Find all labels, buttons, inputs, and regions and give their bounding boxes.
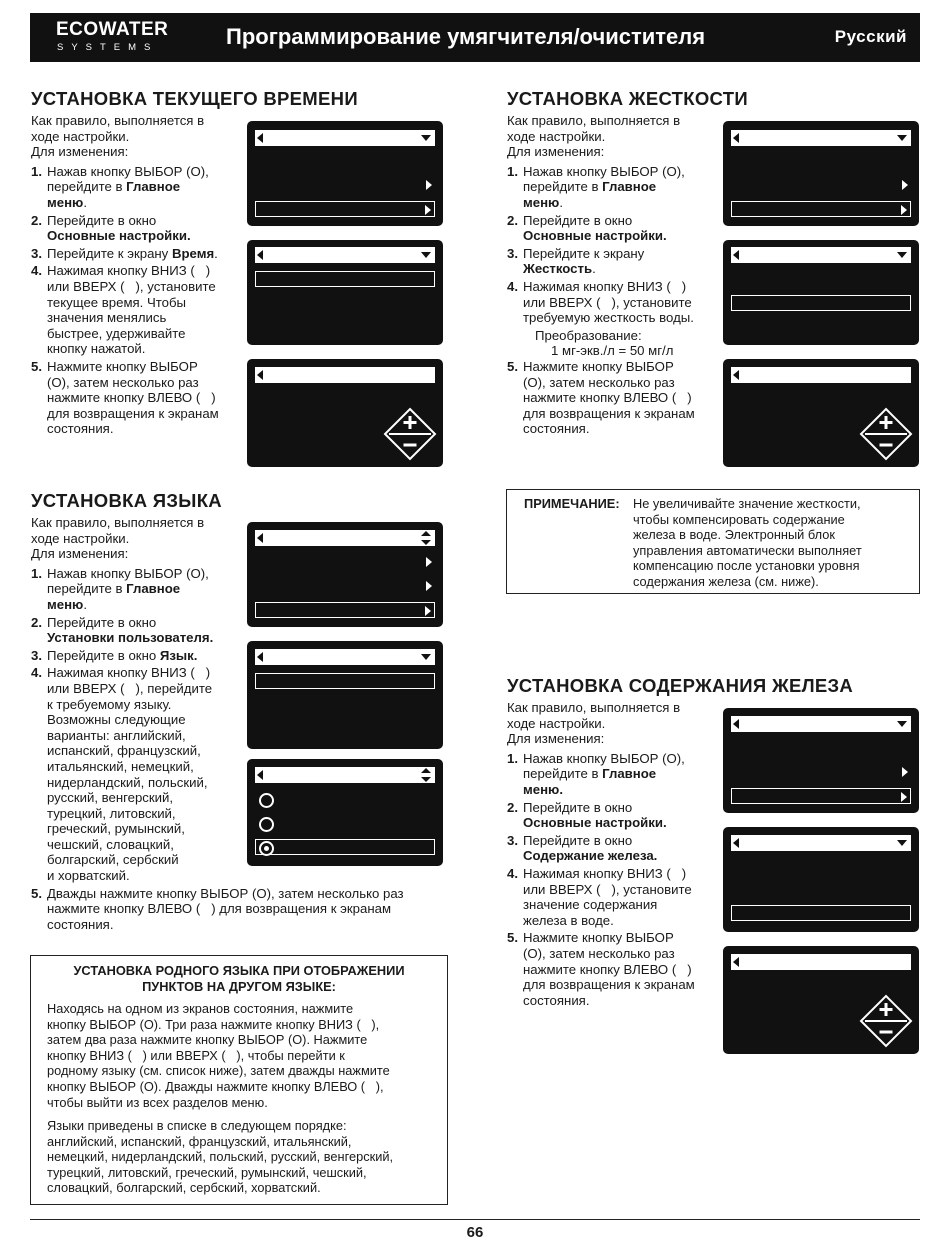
language-label: Русский	[834, 27, 907, 46]
screen-row	[255, 578, 435, 594]
down-arrow-icon	[897, 840, 907, 846]
step-number: 4.	[507, 865, 518, 881]
iron-section-title: УСТАНОВКА СОДЕРЖАНИЯ ЖЕЛЕЗА	[507, 675, 854, 696]
screen-row-highlighted	[731, 295, 911, 311]
screen-row-selected	[731, 367, 911, 383]
step-number: 1.	[507, 163, 518, 179]
right-arrow-icon	[426, 557, 432, 567]
page-header	[30, 13, 920, 62]
step-item: 2. Перейдите в окно Установки пользователя.	[31, 614, 214, 646]
language-section-title: УСТАНОВКА ЯЗЫКА	[31, 490, 222, 511]
time-section-body	[31, 113, 246, 439]
step-item: 5. Нажмите кнопку ВЫБОР (О), затем несколько раз нажмите кнопку ВЛЕВО ( ) для возвращения к экранам состояния.	[507, 358, 695, 437]
step-item: 4. Нажимая кнопку ВНИЗ ( ) или ВВЕРХ ( ), установите текущее время. Чтобы значения менялись быстрее, удерживайте кнопку нажатой.	[31, 263, 216, 357]
note-text: Не увеличивайте значение жесткости, чтобы компенсировать содержание железа в воде. Электронный блок управления автоматически выполняет компенсацию после установки уровня содержания железа (см. ниже).	[633, 496, 862, 589]
intro-text: Как правило, выполняется в ходе настройки. Для изменения:	[31, 515, 205, 562]
left-arrow-icon	[733, 370, 739, 380]
step-item: 3. Перейдите к экрану Жесткость.	[507, 245, 645, 277]
time-screen-time	[247, 359, 443, 467]
iron-section-body	[507, 700, 717, 1010]
iron-screen-basic-settings	[723, 827, 919, 932]
screen-row-selected	[255, 649, 435, 665]
iron-screen-main-menu	[723, 708, 919, 813]
hardness-screen-hardness	[723, 359, 919, 467]
right-arrow-icon	[901, 205, 907, 215]
step-number: 4.	[507, 278, 518, 294]
language-screen-main-menu	[247, 522, 443, 627]
left-arrow-icon	[257, 770, 263, 780]
down-arrow-icon	[897, 135, 907, 141]
screen-row-selected	[731, 130, 911, 146]
left-arrow-icon	[257, 652, 263, 662]
left-arrow-icon	[733, 838, 739, 848]
note-label: ПРИМЕЧАНИЕ:	[524, 496, 620, 511]
step-number: 4.	[31, 263, 42, 279]
left-arrow-icon	[257, 133, 263, 143]
left-arrow-icon	[257, 533, 263, 543]
step-item: 5. Нажмите кнопку ВЫБОР (О), затем несколько раз нажмите кнопку ВЛЕВО ( ) для возвращения к экранам состояния.	[507, 930, 695, 1008]
brand-logo-sub: SYSTEMS	[57, 42, 159, 53]
step-number: 5.	[507, 358, 518, 374]
screen-row-selected	[255, 247, 435, 263]
note-box	[506, 489, 920, 594]
intro-text: Как правило, выполняется в ходе настройки. Для изменения:	[507, 113, 681, 160]
screen-row	[255, 554, 435, 570]
screen-row-selected	[255, 130, 435, 146]
right-arrow-icon	[902, 180, 908, 190]
step-item: 5. Нажмите кнопку ВЫБОР (О), затем несколько раз нажмите кнопку ВЛЕВО ( ) для возвращения к экранам состояния.	[31, 358, 219, 437]
hardness-screen-basic-settings	[723, 240, 919, 345]
screen-row-highlighted	[255, 271, 435, 287]
left-arrow-icon	[257, 370, 263, 380]
conversion-value: 1 мг-экв./л = 50 мг/л	[551, 343, 674, 359]
step-number: 4.	[31, 665, 42, 681]
page-number: 66	[466, 1224, 484, 1241]
hardness-section-title: УСТАНОВКА ЖЕСТКОСТИ	[507, 88, 748, 109]
step-number: 3.	[31, 647, 42, 663]
plus-minus-icon	[859, 994, 913, 1048]
step-number: 5.	[31, 358, 42, 374]
step-item: 4. Нажимая кнопку ВНИЗ ( ) или ВВЕРХ ( ), перейдите к требуемому языку. Возможны следующие варианты: английский, испанский, французский, итальянский, немецкий, нидерландский, польский, русский, венгерский, турецкий, литовский, греческий, румынский, чешский, словацкий, болгарский, сербский и хорватский.	[31, 665, 213, 884]
step-number: 3.	[31, 245, 42, 261]
step-item: 1. Нажав кнопку ВЫБОР (О), перейдите в Главное меню.	[507, 163, 685, 210]
hardness-section-body	[507, 113, 717, 439]
iron-screen-iron	[723, 946, 919, 1054]
time-section-title: УСТАНОВКА ТЕКУЩЕГО ВРЕМЕНИ	[31, 88, 358, 109]
down-arrow-icon	[421, 654, 431, 660]
language-screen-user-settings	[247, 641, 443, 749]
right-arrow-icon	[426, 581, 432, 591]
step-number: 2.	[507, 799, 518, 815]
right-arrow-icon	[426, 180, 432, 190]
step-item: 3. Перейдите в окно Содержание железа.	[507, 832, 658, 864]
step-item: 3. Перейдите в окно Язык.	[31, 647, 198, 663]
left-arrow-icon	[257, 250, 263, 260]
right-arrow-icon	[425, 205, 431, 215]
native-language-box	[30, 955, 448, 1205]
radio-option-icon	[259, 793, 274, 808]
up-down-arrow-icon	[421, 531, 431, 545]
screen-row-highlighted	[731, 201, 911, 217]
down-arrow-icon	[421, 252, 431, 258]
step-item: 1. Нажав кнопку ВЫБОР (О), перейдите в Главное меню.	[507, 750, 685, 797]
time-screen-basic-settings	[247, 240, 443, 345]
down-arrow-icon	[897, 721, 907, 727]
native-box-para1: Находясь на одном из экранов состояния, нажмите кнопку ВЫБОР (О). Три раза нажмите кнопку ВНИЗ ( ), затем два раза нажмите кнопку ВЫБОР (О). Нажмите кнопку ВНИЗ ( ) или ВВЕРХ ( ), чтобы перейти к родному языку (см. список ниже), затем дважды нажмите кнопку ВЫБОР (О). Дважды нажмите кнопку ВЛЕВО ( ), чтобы выйти из всех разделов меню.	[47, 1001, 390, 1110]
brand-logo: ECOWATER	[56, 19, 169, 40]
step-number: 2.	[507, 212, 518, 228]
conversion-label: Преобразование:	[535, 327, 642, 343]
step-number: 5.	[31, 885, 42, 901]
time-screen-main-menu	[247, 121, 443, 226]
plus-minus-icon	[859, 407, 913, 461]
intro-text: Как правило, выполняется в ходе настройки. Для изменения:	[31, 113, 205, 160]
step-number: 3.	[507, 832, 518, 848]
step-number: 2.	[31, 614, 42, 630]
screen-row-selected	[255, 367, 435, 383]
radio-option-icon	[259, 817, 274, 832]
screen-row	[731, 177, 911, 193]
step-item: 2. Перейдите в окно Основные настройки.	[507, 212, 667, 244]
step-item: 4. Нажимая кнопку ВНИЗ ( ) или ВВЕРХ ( ), установите значение содержания железа в воде.	[507, 865, 692, 928]
footer-divider	[30, 1219, 920, 1220]
left-arrow-icon	[733, 133, 739, 143]
right-arrow-icon	[902, 767, 908, 777]
step-item: 2. Перейдите в окно Основные настройки.	[31, 212, 191, 244]
step-number: 3.	[507, 245, 518, 261]
step-item: 3. Перейдите к экрану Время.	[31, 245, 218, 261]
step-item: 1. Нажав кнопку ВЫБОР (О), перейдите в Главное меню.	[31, 565, 209, 612]
down-arrow-icon	[421, 135, 431, 141]
native-box-para2: Языки приведены в списке в следующем порядке: английский, испанский, французский, итальянский, немецкий, нидерландский, польский, русский, венгерский, турецкий, литовский, греческий, румынский, чешский, словацкий, болгарский, сербский, хорватский.	[47, 1118, 394, 1196]
screen-row-selected	[255, 530, 435, 546]
screen-row	[255, 177, 435, 193]
up-down-arrow-icon	[421, 768, 431, 782]
screen-row-highlighted	[255, 673, 435, 689]
down-arrow-icon	[897, 252, 907, 258]
page-title: Программирование умягчителя/очистителя	[226, 24, 706, 49]
screen-row-highlighted	[731, 788, 911, 804]
hardness-screen-main-menu	[723, 121, 919, 226]
screen-row-selected	[731, 954, 911, 970]
screen-row-selected	[731, 247, 911, 263]
screen-row	[731, 764, 911, 780]
screen-row-selected	[255, 767, 435, 783]
screen-row-selected	[731, 835, 911, 851]
screen-row-highlighted	[731, 905, 911, 921]
left-arrow-icon	[733, 250, 739, 260]
left-arrow-icon	[733, 957, 739, 967]
step-item: 2. Перейдите в окно Основные настройки.	[507, 799, 667, 831]
right-arrow-icon	[901, 792, 907, 802]
step-item: 4. Нажимая кнопку ВНИЗ ( ) или ВВЕРХ ( ), установите требуемую жесткость воды.	[507, 278, 694, 326]
step-number: 1.	[507, 750, 518, 766]
right-arrow-icon	[425, 606, 431, 616]
step-number: 1.	[31, 163, 42, 179]
step-number: 2.	[31, 212, 42, 228]
step-item: 1. Нажав кнопку ВЫБОР (О), перейдите в Главное меню.	[31, 163, 209, 210]
native-box-title: УСТАНОВКА РОДНОГО ЯЗЫКА ПРИ ОТОБРАЖЕНИИ ПУНКТОВ НА ДРУГОМ ЯЗЫКЕ:	[73, 963, 405, 994]
screen-row-highlighted	[255, 602, 435, 618]
language-screen-language	[247, 759, 443, 866]
radio-selected-icon	[259, 841, 274, 856]
step-number: 5.	[507, 930, 518, 946]
intro-text: Как правило, выполняется в ходе настройки. Для изменения:	[507, 700, 681, 747]
screen-row-highlighted	[255, 201, 435, 217]
step-number: 1.	[31, 565, 42, 581]
plus-minus-icon	[383, 407, 437, 461]
left-arrow-icon	[733, 719, 739, 729]
step-item: 5. Дважды нажмите кнопку ВЫБОР (О), затем несколько раз нажмите кнопку ВЛЕВО ( ) для возвращения к экранам состояния.	[31, 885, 404, 932]
screen-row-highlighted	[255, 839, 435, 855]
screen-row-selected	[731, 716, 911, 732]
